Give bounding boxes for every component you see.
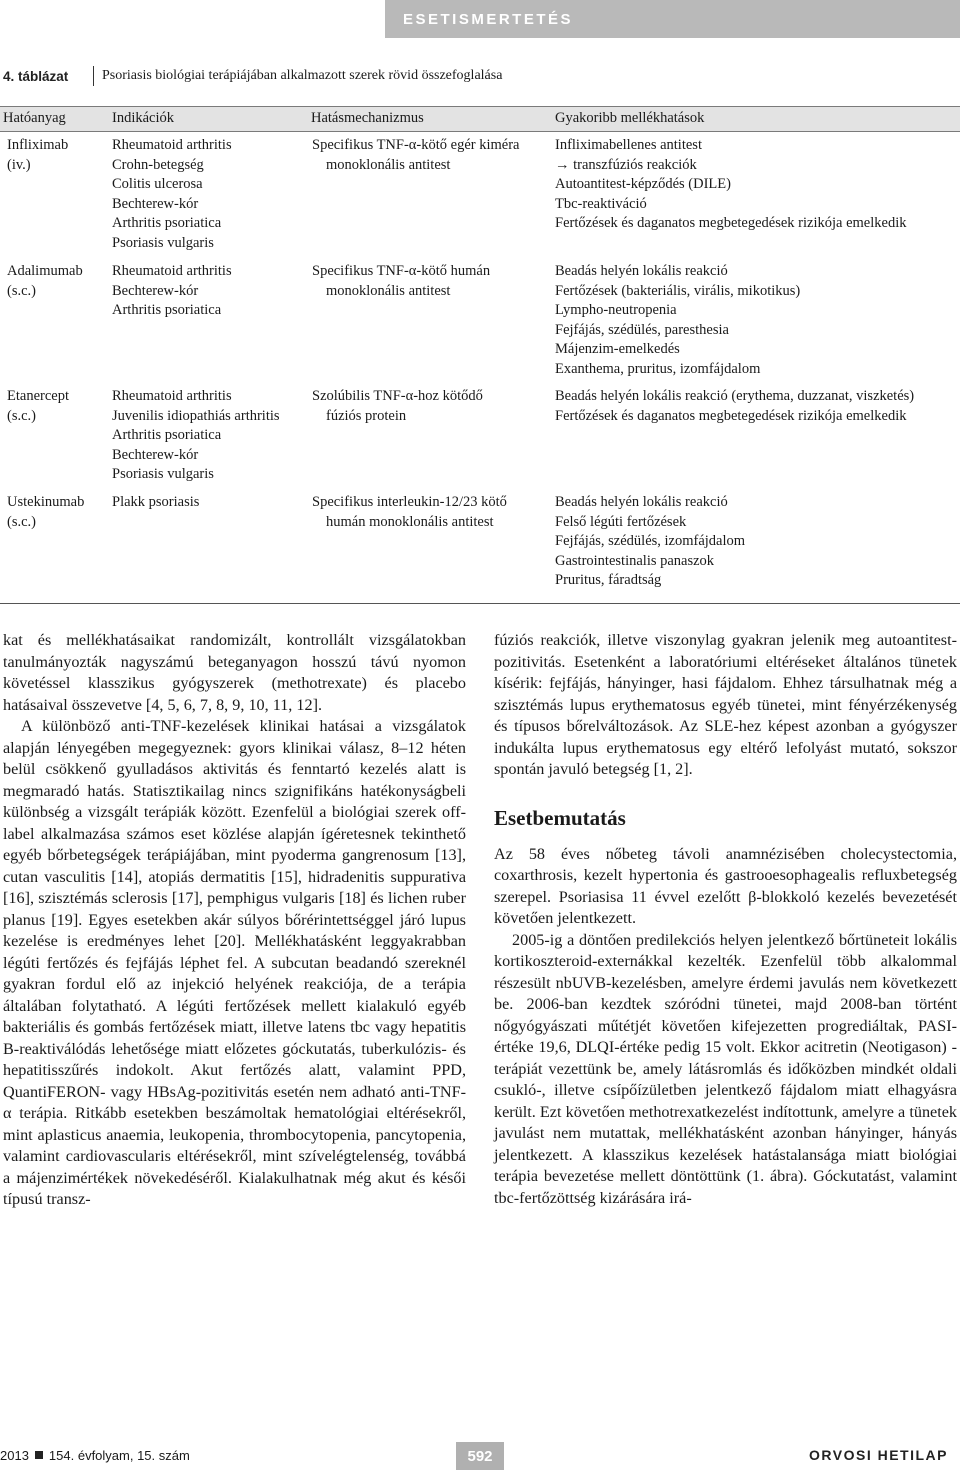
cell-line: Specifikus TNF-α-kötő egér kiméra xyxy=(312,137,520,153)
cell-line: monoklonális antitest xyxy=(326,282,451,299)
cell-line: (s.c.) xyxy=(7,407,36,424)
cell-line: Autoantitest-képződés (DILE) xyxy=(555,176,731,192)
body-paragraph: A különböző anti-TNF-kezelések klinikai hatásai a vizsgálatok alapján lényegében megegyeznek: gyors klinikai válasz, 8–12 héten belül csökkenő gyulladásos aktivitás és fenntartó kezelés alatt is megmaradó hatás. Statisztikailag nincs szignifikáns hatékonyságbeli különbség a vizsgált terápiák között. Ezenfelül a biológiai szerek off-label alkalmazása számos eset közlése alapján ígéretesnek tekinthető egyéb bőrbetegségek terápiájában, mint pyoderma gangrenosum [13], cutan vasculitis [14], atopiás dermatitis [15], hidradenitis suppurativa [16], szisztémás sclerosis [17], pemphigus vulgaris [18] és lichen ruber planus [19]. Egyes esetekben akár súlyos bőrérintettséggel járó lupus kezelése is eredményes lehet [20]. Mellékhatásként leggyakrabban légúti fertőzés és fejfájás léphet fel. A subcutan beadandó szereknél gyakran fordul elő az injekció helyének reakciója, de a terápia általában folytatható. A légúti fertőzések mellett kialakuló egyéb bakteriális és gombás fertőzések miatt, illetve latens tbc vagy hepatitis B-reaktiválódás lehetősége miatt előzetes góckutatás, tuberkulózis- és hepatitisszűrés indokolt. Akut fertőzés alatt, valamint PPD, QuantiFERON- vagy HBsAg-pozitivitás esetén nem adható anti-TNF-α terápia. Ritkább esetekben beszámoltak hematológiai eltérésekről, mint aplasticus anaemia, leukopenia, thrombocytopenia, pancytopenia, valamint cardiovascularis eltérésekről, mint szívelégtelenség, továbbá a májenzimértékek növekedéséről. Kialakulhatnak még akut és késői típusú transz- xyxy=(3,717,466,1208)
footer-citation xyxy=(0,1442,240,1468)
cell-line: Specifikus TNF-α-kötő humán xyxy=(312,263,491,279)
cell-line: Bechterew-kór xyxy=(112,282,199,299)
table-cell-side-effects xyxy=(555,136,906,234)
cell-line: Fejfájás, szédülés, paresthesia xyxy=(555,321,729,338)
cell-line: Specifikus interleukin-12/23 kötő xyxy=(312,494,507,510)
cell-line: (iv.) xyxy=(7,156,31,173)
footer-volume: 154. évfolyam, 15. szám xyxy=(48,1447,190,1463)
section-banner xyxy=(385,0,960,38)
cell-line: Fertőzések és daganatos megbetegedések rizikója emelkedik xyxy=(555,215,907,231)
table-cell-drug xyxy=(7,387,69,426)
cell-line: → transzfúziós reakciók xyxy=(555,156,697,173)
table-cell-mechanism xyxy=(312,387,483,426)
cell-line: Pruritus, fáradtság xyxy=(555,572,662,588)
cell-line: Plakk psoriasis xyxy=(112,494,200,510)
column-header-side-effects: Gyakoribb mellékhatások xyxy=(555,110,705,126)
column-header-mechanism: Hatásmechanizmus xyxy=(311,110,424,126)
cell-line: Arthritis psoriatica xyxy=(112,427,222,443)
table-cell-drug xyxy=(7,136,68,175)
table-cell-mechanism xyxy=(312,262,490,301)
cell-line: humán monoklonális antitest xyxy=(326,513,494,530)
body-paragraph: 2005-ig a döntően predilekciós helyen jelentkező bőrtüneteit lokális kortikoszteroid-externákkal kezelték. Ezenfelül több alkalommal részesült nbUVB-kezelésben, amelyre érdemi javulás nem következett be. 2006-ban kezdtek szóródni tünetei, majd 2008-ban történt nőgyógyászati műtétjét követően kifejezetten progrediáltak, PASI-értéke 19,6, DLQI-értéke pedig 15 volt. Ekkor acitretin (Neotigason) -terápiát vezettünk be, amely látásromlás és időközben mindkét oldali csukló-, illetve csípőízületben jelentkező fájdalom miatt elhagyásra került. Ezt követően methotrexatkezelést indítottunk, amelyre a tünetek javulást nem mutattak, mellékhatásként azonban hányinger, hányás jelentkezett. A klasszikus kezelések hatástalansága miatt biológiai terápia bevezetése mellett döntöttünk (1. ábra). Góckutatást, valamint tbc-fertőzöttség kizárására irá- xyxy=(494,930,957,1207)
cell-line: fúziós protein xyxy=(326,407,407,424)
cell-line: Etanercept xyxy=(7,388,69,404)
cell-line: Fejfájás, szédülés, izomfájdalom xyxy=(555,533,746,549)
cell-line: (s.c.) xyxy=(7,282,36,299)
cell-line: Adalimumab xyxy=(7,263,83,279)
table-cell-mechanism xyxy=(312,493,507,532)
column-header-indications: Indikációk xyxy=(112,110,175,126)
cell-line: Infliximab xyxy=(7,137,69,153)
cell-line: Szolúbilis TNF-α-hoz kötődő xyxy=(312,388,483,404)
column-header-drug: Hatóanyag xyxy=(3,110,66,126)
cell-line: (s.c.) xyxy=(7,513,36,530)
table-cell-drug xyxy=(7,262,83,301)
table-cell-indications xyxy=(112,262,232,321)
cell-line: Fertőzések és daganatos megbetegedések rizikója emelkedik xyxy=(555,407,907,424)
table-bottom-rule xyxy=(0,603,960,604)
table-caption-text: Psoriasis biológiai terápiájában alkalmazott szerek rövid összefoglalása xyxy=(102,68,503,83)
cell-line: Juvenilis idiopathiás arthritis xyxy=(112,407,280,424)
cell-line: Infliximabellenes antitest xyxy=(555,137,702,153)
table-cell-mechanism xyxy=(312,136,519,175)
cell-line: Májenzim-emelkedés xyxy=(555,341,680,357)
cell-line: Tbc-reaktiváció xyxy=(555,195,647,212)
cell-line: Gastrointestinalis panaszok xyxy=(555,552,715,569)
cell-line: Crohn-betegség xyxy=(112,156,204,173)
body-paragraph: fúziós reakciók, illetve viszonylag gyakran jelenik meg autoantitest-pozitivitás. Esetenként a laboratóriumi eltéréseket általános tünetek kísérik: fejfájás, hányinger, hasi fájdalom. Ehhez társulhatnak még a szisztémás lupus erythematosus egyéb tünetei, mint fényérzékenység és típusos bőrelváltozások. Az SLE-hez képest azonban a gyógyszer indukálta lupus erythematosus egy eltérő lefolyást mutató, sokszor spontán javuló betegség [1, 2]. xyxy=(494,631,957,778)
cell-line: Arthritis psoriatica xyxy=(112,215,222,231)
table-label: 4. táblázat xyxy=(3,68,69,84)
table-cell-drug xyxy=(7,493,84,532)
page-number-text: 592 xyxy=(467,1447,493,1465)
journal-name-text: ORVOSI HETILAP xyxy=(809,1447,948,1463)
cell-line: Rheumatoid arthritis xyxy=(112,263,232,279)
cell-line: Bechterew-kór xyxy=(112,446,199,463)
caption-divider xyxy=(93,66,94,86)
cell-line: Ustekinumab xyxy=(7,494,85,510)
table-cell-side-effects xyxy=(555,262,800,379)
cell-line: Psoriasis vulgaris xyxy=(112,234,214,251)
table-header xyxy=(0,106,960,132)
body-paragraph: Az 58 éves nőbeteg távoli anamnézisében cholecystectomia, coxarthrosis, kezelt hypertonia és gastrooesophagealis refluxbetegség szerepel. Psoriasisa 11 évvel ezelőtt β-blokkoló kezelés bevezetését követően jelentkezett. xyxy=(494,844,957,927)
cell-line: Colitis ulcerosa xyxy=(112,176,203,192)
section-label: ESETISMERTETÉS xyxy=(403,10,574,28)
section-heading: Esetbemutatás xyxy=(494,805,626,830)
table-cell-indications xyxy=(112,136,232,253)
body-paragraph: kat és mellékhatásaikat randomizált, kontrollált vizsgálatokban tanulmányozták nagyszámú beteganyagon hosszú távú nyomon követéssel klasszikus gyógyszerek (methotrexate) és placebo hatásaival összevetve [4, 5, 6, 7, 8, 9, 10, 11, 12]. xyxy=(3,631,466,714)
cell-line: Fertőzések (bakteriális, virális, mikotikus) xyxy=(555,282,801,299)
cell-line: Exanthema, pruritus, izomfájdalom xyxy=(555,360,761,377)
cell-line: Beadás helyén lokális reakció xyxy=(555,263,728,279)
cell-line: Bechterew-kór xyxy=(112,195,199,212)
cell-line: Lympho-neutropenia xyxy=(555,302,677,318)
page-number xyxy=(456,1442,504,1470)
cell-line: monoklonális antitest xyxy=(326,156,451,173)
table-cell-side-effects xyxy=(555,493,745,591)
left-text-column xyxy=(3,630,466,1211)
table-caption xyxy=(0,64,960,88)
table-cell-indications xyxy=(112,387,280,485)
cell-line: Felső légúti fertőzések xyxy=(555,513,687,530)
cell-line: Beadás helyén lokális reakció xyxy=(555,494,728,510)
footer-year: 2013 xyxy=(0,1447,29,1463)
journal-name xyxy=(809,1442,948,1468)
cell-line: Psoriasis vulgaris xyxy=(112,466,214,482)
cell-line: Rheumatoid arthritis xyxy=(112,388,232,404)
square-bullet-icon xyxy=(35,1451,43,1459)
cell-line: Arthritis psoriatica xyxy=(112,302,222,318)
table-cell-side-effects xyxy=(555,387,914,426)
cell-line: Rheumatoid arthritis xyxy=(112,137,232,153)
table-cell-indications xyxy=(112,493,199,513)
cell-line: Beadás helyén lokális reakció (erythema, duzzanat, viszketés) xyxy=(555,388,915,404)
right-text-column xyxy=(494,630,957,1209)
